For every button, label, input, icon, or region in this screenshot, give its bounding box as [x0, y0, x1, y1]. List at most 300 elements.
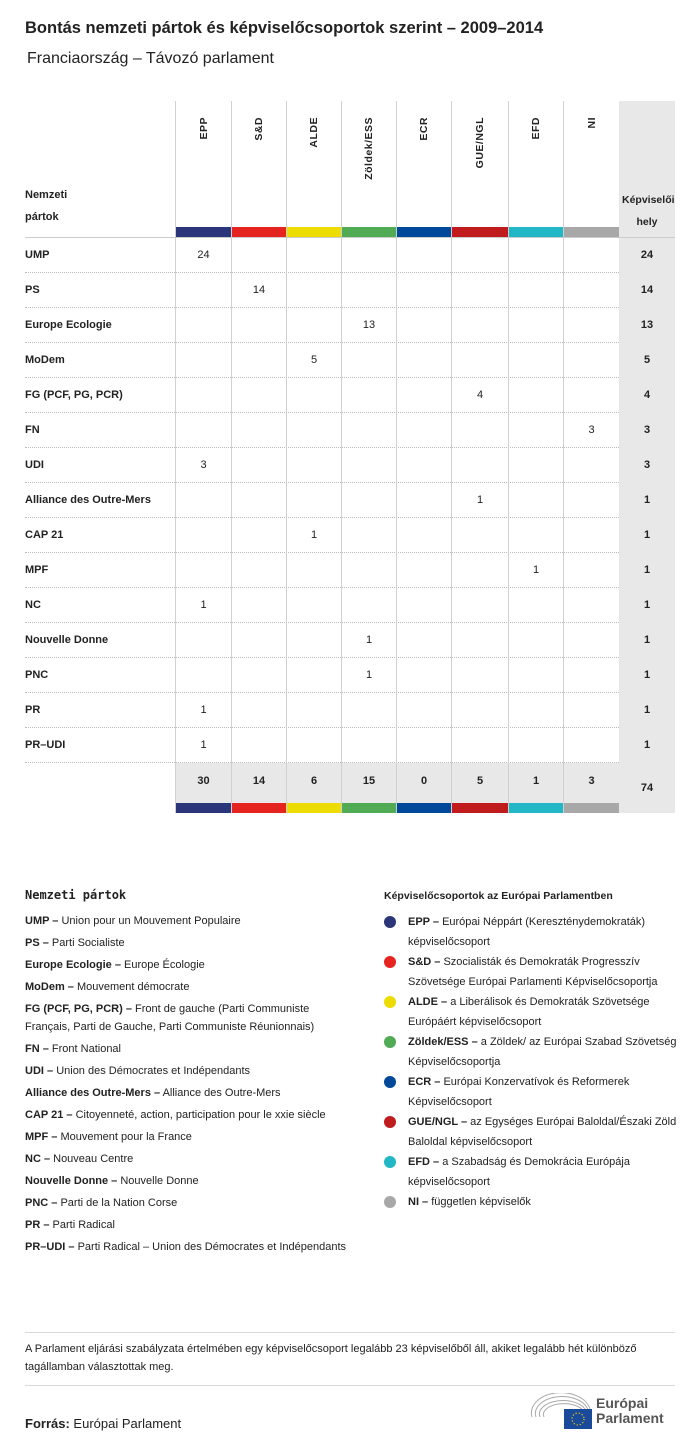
parliament-hemicycle-icon [530, 1393, 592, 1429]
seat-cell [341, 238, 396, 273]
grand-total: 74 [619, 763, 675, 813]
group-total [451, 763, 508, 813]
seat-cell [396, 413, 451, 448]
group-label: ALDE [308, 117, 320, 148]
group-fullname: az Egységes Európai Baloldal/Északi Zöld Baloldal képviselőcsoport [408, 1116, 677, 1148]
seat-cell [508, 273, 563, 308]
party-abbr: Alliance des Outre-Mers – [25, 1087, 161, 1099]
group-total-value: 0 [420, 775, 428, 787]
european-parliament-logo: Európai Parlament [530, 1393, 664, 1429]
seat-cell [286, 623, 341, 658]
party-legend-item [25, 1084, 355, 1102]
total-header: Képviselői hely [619, 101, 675, 237]
party-legend-item [25, 1000, 355, 1036]
totals-row [25, 763, 675, 813]
row-total: 5 [619, 343, 675, 378]
group-total [341, 763, 396, 813]
seat-cell [341, 728, 396, 763]
group-total-value: 6 [310, 775, 318, 787]
row-total: 1 [619, 483, 675, 518]
seat-cell [175, 623, 231, 658]
table-row [25, 308, 675, 343]
table-row [25, 623, 675, 658]
seat-cell [231, 448, 286, 483]
group-total-value: 5 [476, 775, 484, 787]
seat-cell [451, 448, 508, 483]
party-abbr: MoDem – [25, 981, 74, 993]
group-header-4 [396, 101, 451, 237]
seat-cell [563, 378, 619, 413]
seat-cell [286, 693, 341, 728]
group-color-dot-icon [384, 1036, 396, 1048]
party-fullname: Alliance des Outre-Mers [162, 1087, 281, 1099]
seat-cell [341, 693, 396, 728]
seat-cell [175, 273, 231, 308]
seat-cell [231, 483, 286, 518]
group-fullname: a Szabadság és Demokrácia Európája képviselőcsoport [408, 1156, 630, 1188]
group-color-bar [287, 227, 341, 237]
party-name: PR [25, 704, 41, 716]
group-legend-item [384, 1152, 679, 1192]
party-name: Alliance des Outre-Mers [25, 494, 151, 506]
seat-cell: 13 [341, 308, 396, 343]
seat-cell [286, 273, 341, 308]
seat-cell [451, 273, 508, 308]
group-total [231, 763, 286, 813]
group-color-dot-icon [384, 1076, 396, 1088]
party-legend-item [25, 912, 355, 930]
row-total: 1 [619, 728, 675, 763]
seat-cell [563, 588, 619, 623]
seat-cell [396, 553, 451, 588]
seat-cell [396, 518, 451, 553]
table-row [25, 728, 675, 763]
group-header-3 [341, 101, 396, 237]
seat-cell [451, 693, 508, 728]
group-header-5 [451, 101, 508, 237]
party-legend-item [25, 1128, 355, 1146]
seat-cell [508, 308, 563, 343]
row-total: 13 [619, 308, 675, 343]
party-name: CAP 21 [25, 529, 64, 541]
party-legend-item [25, 934, 355, 952]
group-abbr: NI – [408, 1196, 429, 1208]
seat-cell [231, 623, 286, 658]
party-legend-item [25, 1194, 355, 1212]
seat-cell [286, 448, 341, 483]
group-color-dot-icon [384, 956, 396, 968]
seat-cell [231, 658, 286, 693]
seat-cell: 1 [508, 553, 563, 588]
group-header-7 [563, 101, 619, 237]
group-color-dot-icon [384, 996, 396, 1008]
group-total [396, 763, 451, 813]
seat-cell [563, 623, 619, 658]
group-fullname: a Liberálisok és Demokraták Szövetsége Európáért képviselőcsoport [408, 996, 650, 1028]
seat-cell [286, 308, 341, 343]
row-total: 1 [619, 693, 675, 728]
seat-cell [451, 238, 508, 273]
group-abbr: GUE/NGL – [408, 1116, 468, 1128]
group-label: Zöldek/ESS [363, 117, 375, 180]
group-fullname: Európai Néppárt (Kereszténydemokraták) képviselőcsoport [408, 916, 646, 948]
group-color-bar [232, 803, 286, 813]
seat-cell [508, 658, 563, 693]
seat-cell [396, 693, 451, 728]
group-legend-item [384, 1192, 679, 1212]
seat-cell [341, 378, 396, 413]
party-abbr: UMP – [25, 915, 59, 927]
seat-cell [175, 553, 231, 588]
party-fullname: Europe Écologie [124, 959, 205, 971]
seat-cell [286, 413, 341, 448]
seat-cell: 1 [175, 728, 231, 763]
party-legend-item [25, 1062, 355, 1080]
table-header [25, 101, 675, 238]
party-name: MPF [25, 564, 49, 576]
table-row [25, 413, 675, 448]
seat-cell: 3 [563, 413, 619, 448]
party-abbr: UDI – [25, 1065, 54, 1077]
parties-legend-title: Nemzeti pártok [25, 888, 127, 902]
party-fullname: Union pour un Mouvement Populaire [61, 915, 241, 927]
party-legend-item [25, 978, 355, 996]
table-row [25, 518, 675, 553]
party-fullname: Union des Démocrates et Indépendants [56, 1065, 251, 1077]
party-abbr: CAP 21 – [25, 1109, 73, 1121]
seat-cell [451, 518, 508, 553]
party-abbr: PR – [25, 1219, 50, 1231]
group-total [563, 763, 619, 813]
seat-cell [231, 308, 286, 343]
group-header-2 [286, 101, 341, 237]
seat-cell [231, 378, 286, 413]
seat-cell [175, 658, 231, 693]
seat-cell: 1 [341, 658, 396, 693]
seat-cell [231, 413, 286, 448]
party-name: NC [25, 599, 41, 611]
seat-cell [451, 728, 508, 763]
party-abbr: PR–UDI – [25, 1241, 75, 1253]
party-legend-item [25, 1106, 355, 1124]
seat-cell: 1 [286, 518, 341, 553]
party-fullname: Front National [51, 1043, 121, 1055]
party-legend-item [25, 1216, 355, 1234]
group-total [508, 763, 563, 813]
party-abbr: NC – [25, 1153, 51, 1165]
seat-cell [451, 658, 508, 693]
seat-cell: 1 [341, 623, 396, 658]
seat-cell [396, 623, 451, 658]
party-abbr: Nouvelle Donne – [25, 1175, 118, 1187]
seat-cell [563, 658, 619, 693]
seat-cell [396, 588, 451, 623]
party-fullname: Parti Radical [52, 1219, 115, 1231]
seat-cell [563, 483, 619, 518]
seat-cell [451, 308, 508, 343]
seat-cell [286, 378, 341, 413]
seat-cell [563, 518, 619, 553]
seat-cell [396, 448, 451, 483]
group-legend-item [384, 912, 679, 952]
source: Forrás: Európai Parlament [25, 1416, 182, 1431]
group-fullname: független képviselők [431, 1196, 531, 1208]
party-name: MoDem [25, 354, 65, 366]
party-name: UDI [25, 459, 44, 471]
seat-cell [396, 273, 451, 308]
table-row [25, 658, 675, 693]
seat-cell [508, 343, 563, 378]
group-fullname: Szocialisták és Demokraták Progresszív Szövetsége Európai Parlamenti Képviselőcsoportja [408, 956, 658, 988]
seat-cell [286, 483, 341, 518]
party-fullname: Parti de la Nation Corse [60, 1197, 178, 1209]
seat-cell [508, 518, 563, 553]
seat-cell [231, 693, 286, 728]
group-total-value: 15 [362, 775, 376, 787]
party-abbr: PNC – [25, 1197, 58, 1209]
party-abbr: MPF – [25, 1131, 58, 1143]
seat-cell [508, 483, 563, 518]
group-legend-item [384, 1032, 679, 1072]
seat-cell [341, 553, 396, 588]
seat-cell [396, 308, 451, 343]
group-label: EPP [197, 117, 210, 140]
seat-cell [341, 518, 396, 553]
seat-cell: 5 [286, 343, 341, 378]
party-legend-item [25, 956, 355, 974]
seat-cell [396, 483, 451, 518]
group-total-value: 14 [252, 775, 266, 787]
seat-cell [508, 728, 563, 763]
seat-cell [286, 238, 341, 273]
group-color-bar [397, 803, 451, 813]
seat-cell [508, 623, 563, 658]
group-color-bar [397, 227, 451, 237]
seat-cell [508, 238, 563, 273]
group-color-bar [176, 227, 231, 237]
row-total: 1 [619, 623, 675, 658]
seat-cell [396, 378, 451, 413]
group-color-bar [176, 803, 231, 813]
seat-cell [286, 658, 341, 693]
group-fullname: a Zöldek/ az Európai Szabad Szövetség Képviselőcsoportja [408, 1036, 677, 1068]
seat-cell [231, 553, 286, 588]
party-name: Nouvelle Donne [25, 634, 109, 646]
party-name: FG (PCF, PG, PCR) [25, 389, 123, 401]
group-abbr: ECR – [408, 1076, 441, 1088]
seat-cell [341, 413, 396, 448]
seat-cell [396, 658, 451, 693]
row-total: 3 [619, 413, 675, 448]
seat-cell [175, 518, 231, 553]
seat-cell: 1 [175, 693, 231, 728]
seat-cell [451, 588, 508, 623]
seat-cell [508, 378, 563, 413]
seat-cell: 24 [175, 238, 231, 273]
seat-cell [563, 273, 619, 308]
group-color-bar [452, 803, 508, 813]
group-color-bar [342, 803, 396, 813]
breakdown-table [25, 101, 675, 813]
group-legend-item [384, 992, 679, 1032]
group-header-1 [231, 101, 286, 237]
party-name: Europe Ecologie [25, 319, 112, 331]
groups-legend [384, 886, 679, 1212]
parties-legend [25, 886, 355, 1260]
seat-cell [563, 448, 619, 483]
group-label: GUE/NGL [474, 117, 486, 169]
seat-cell [286, 728, 341, 763]
seat-cell [396, 728, 451, 763]
seat-cell [508, 693, 563, 728]
group-legend-item [384, 952, 679, 992]
seat-cell [396, 238, 451, 273]
party-fullname: Mouvement pour la France [60, 1131, 192, 1143]
groups-legend-title: Képviselőcsoportok az Európai Parlamentben [384, 890, 613, 902]
group-abbr: S&D – [408, 956, 441, 968]
party-name: FN [25, 424, 40, 436]
seat-cell [175, 378, 231, 413]
seat-cell [231, 238, 286, 273]
row-total: 14 [619, 273, 675, 308]
row-total: 1 [619, 553, 675, 588]
table-row [25, 588, 675, 623]
seat-cell [451, 553, 508, 588]
party-legend-item [25, 1040, 355, 1058]
seat-cell [231, 728, 286, 763]
party-fullname: Front de gauche (Parti Communiste Français, Parti de Gauche, Parti Communiste Réunionnais) [25, 1003, 315, 1033]
group-color-dot-icon [384, 1116, 396, 1128]
group-label: EFD [530, 117, 542, 140]
group-abbr: EPP – [408, 916, 439, 928]
seat-cell [508, 448, 563, 483]
seat-cell [175, 483, 231, 518]
group-color-bar [509, 803, 563, 813]
table-row [25, 553, 675, 588]
table-row [25, 238, 675, 273]
footnote: A Parlament eljárási szabályzata értelmében egy képviselőcsoport legalább 23 képviselőből áll, akiket legalább hét különböző tagállamban választottak meg. [25, 1343, 637, 1373]
seat-cell [451, 413, 508, 448]
page-title: Bontás nemzeti pártok és képviselőcsoportok szerint – 2009–2014 [25, 19, 544, 37]
party-fullname: Parti Radical – Union des Démocrates et Indépendants [77, 1241, 347, 1253]
seat-cell [563, 238, 619, 273]
divider [25, 1332, 675, 1333]
group-color-bar [452, 227, 508, 237]
group-abbr: ALDE – [408, 996, 448, 1008]
party-abbr: FN – [25, 1043, 49, 1055]
seat-cell [563, 728, 619, 763]
table-row [25, 378, 675, 413]
seat-cell [508, 413, 563, 448]
seat-cell [508, 588, 563, 623]
group-legend-item [384, 1112, 679, 1152]
group-color-bar [564, 227, 619, 237]
party-legend-item [25, 1150, 355, 1168]
seat-cell [341, 448, 396, 483]
seat-cell [341, 588, 396, 623]
group-total [286, 763, 341, 813]
table-row [25, 483, 675, 518]
table-row [25, 448, 675, 483]
seat-cell [396, 343, 451, 378]
party-name: PNC [25, 669, 49, 681]
row-total: 1 [619, 658, 675, 693]
seat-cell [175, 413, 231, 448]
row-total: 4 [619, 378, 675, 413]
party-legend-item [25, 1172, 355, 1190]
group-color-dot-icon [384, 1196, 396, 1208]
seat-cell: 4 [451, 378, 508, 413]
table-row [25, 693, 675, 728]
party-legend-item [25, 1238, 355, 1256]
seat-cell [175, 343, 231, 378]
group-color-bar [232, 227, 286, 237]
group-total-value: 1 [532, 775, 540, 787]
row-total: 1 [619, 588, 675, 623]
seat-cell [563, 693, 619, 728]
group-fullname: Európai Konzervatívok és Reformerek Képviselőcsoport [408, 1076, 630, 1108]
group-abbr: EFD – [408, 1156, 440, 1168]
seat-cell [451, 623, 508, 658]
page-subtitle: Franciaország – Távozó parlament [27, 50, 274, 67]
seat-cell [563, 308, 619, 343]
party-fullname: Mouvement démocrate [76, 981, 190, 993]
table-row [25, 343, 675, 378]
group-total-value: 30 [197, 775, 210, 787]
seat-cell [341, 483, 396, 518]
group-label: ECR [418, 117, 430, 141]
party-fullname: Nouvelle Donne [120, 1175, 199, 1187]
seat-cell [286, 553, 341, 588]
seat-cell: 14 [231, 273, 286, 308]
seat-cell [451, 343, 508, 378]
row-total: 1 [619, 518, 675, 553]
seat-cell [231, 588, 286, 623]
group-color-bar [509, 227, 563, 237]
group-color-bar [564, 803, 619, 813]
party-fullname: Citoyenneté, action, participation pour le xxie siècle [75, 1109, 326, 1121]
group-legend-item [384, 1072, 679, 1112]
group-abbr: Zöldek/ESS – [408, 1036, 478, 1048]
seat-cell [563, 343, 619, 378]
group-color-bar [287, 803, 341, 813]
seat-cell [231, 343, 286, 378]
party-abbr: PS – [25, 937, 49, 949]
party-name: UMP [25, 249, 50, 261]
group-label: S&D [253, 117, 265, 141]
divider [25, 1385, 675, 1386]
group-color-bar [342, 227, 396, 237]
seat-cell [563, 553, 619, 588]
row-total: 3 [619, 448, 675, 483]
party-name: PS [25, 284, 40, 296]
group-total-value: 3 [588, 775, 595, 787]
group-total [175, 763, 231, 813]
party-name: PR–UDI [25, 739, 66, 751]
party-fullname: Nouveau Centre [53, 1153, 134, 1165]
seat-cell [175, 308, 231, 343]
party-abbr: Europe Ecologie – [25, 959, 121, 971]
seat-cell [286, 588, 341, 623]
seat-cell: 1 [451, 483, 508, 518]
group-color-dot-icon [384, 1156, 396, 1168]
group-header-0 [175, 101, 231, 237]
table-row [25, 273, 675, 308]
seat-cell [341, 343, 396, 378]
seat-cell [341, 273, 396, 308]
party-abbr: FG (PCF, PG, PCR) – [25, 1003, 132, 1015]
group-color-dot-icon [384, 916, 396, 928]
